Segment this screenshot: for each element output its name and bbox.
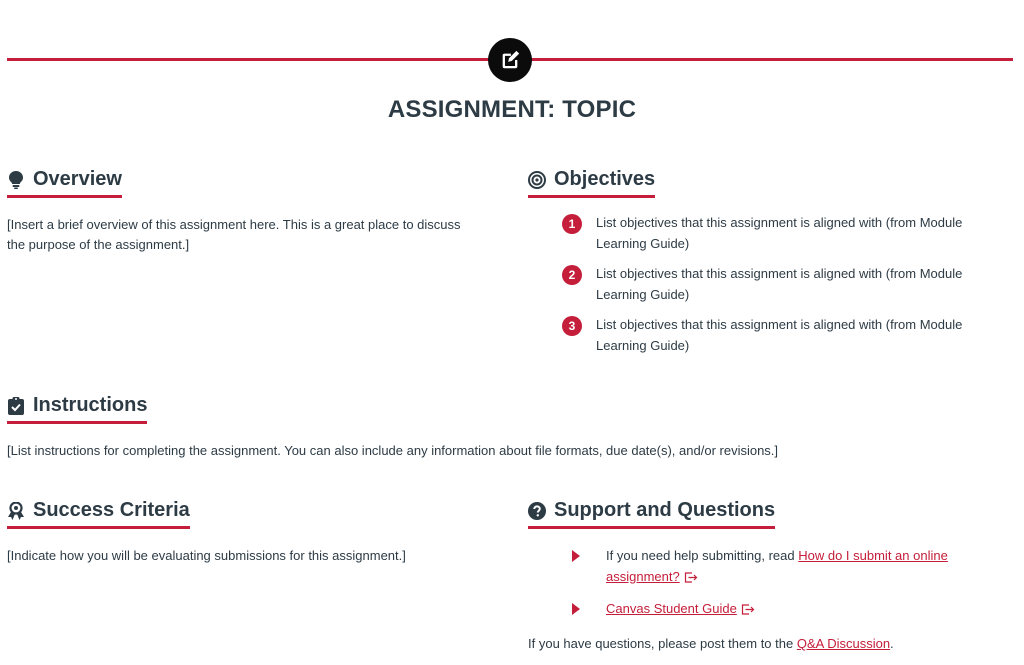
- support-item-prefix: If you need help submitting, read: [606, 548, 799, 563]
- overview-text: [7, 215, 487, 255]
- overview-line: the purpose of the assignment.]: [7, 237, 190, 252]
- support-footer-suffix: .: [890, 636, 894, 651]
- objective-line: List objectives that this assignment is aligned with (from Module: [596, 215, 963, 230]
- support-heading-label: Support and Questions: [554, 499, 776, 521]
- objectives-heading-label: Objectives: [554, 168, 656, 190]
- external-link-icon: [684, 569, 698, 590]
- link-text: assignment?: [606, 568, 680, 584]
- support-item: [570, 599, 990, 622]
- support-footer-prefix: If you have questions, please post them to the: [528, 636, 797, 651]
- number-badge: 1: [562, 214, 582, 234]
- overview-heading-label: Overview: [33, 168, 122, 190]
- objective-item: [562, 213, 1002, 254]
- support-list: [570, 546, 990, 632]
- success-criteria-heading: [7, 499, 190, 529]
- page-title: ASSIGNMENT: TOPIC: [387, 96, 637, 123]
- instructions-heading-label: Instructions: [33, 394, 148, 416]
- objective-line: Learning Guide): [596, 286, 690, 302]
- success-criteria-heading-label: Success Criteria: [33, 499, 190, 521]
- question-circle-icon: [528, 502, 546, 520]
- objective-line: Learning Guide): [596, 337, 690, 353]
- support-item: [570, 546, 990, 589]
- instructions-heading: [7, 394, 147, 424]
- link-text: How do I submit an online: [798, 548, 948, 563]
- objectives-heading: [528, 168, 655, 198]
- caret-right-icon: [572, 550, 588, 562]
- support-footer: [528, 634, 1008, 654]
- objective-line: List objectives that this assignment is aligned with (from Module: [596, 317, 963, 332]
- objective-text: [596, 264, 962, 305]
- success-criteria-text: [Indicate how you will be evaluating submissions for this assignment.]: [7, 548, 406, 563]
- objective-line: Learning Guide): [596, 235, 690, 251]
- overview-heading: [7, 168, 122, 198]
- award-icon: [7, 502, 25, 520]
- instructions-text: [List instructions for completing the assignment. You can also include any information about file formats, due date(s), and/or revisions.]: [7, 443, 779, 458]
- number-badge: 3: [562, 316, 582, 336]
- objective-line: List objectives that this assignment is aligned with (from Module: [596, 266, 963, 281]
- objective-text: [596, 315, 962, 356]
- qa-discussion-link[interactable]: Q&A Discussion: [796, 636, 891, 651]
- external-link-icon: [741, 601, 755, 622]
- objectives-list: [562, 213, 1002, 366]
- support-heading: [528, 499, 775, 529]
- clipboard-check-icon: [7, 397, 25, 415]
- target-icon: [528, 171, 546, 189]
- support-item-text: [606, 546, 948, 589]
- objective-item: [562, 264, 1002, 305]
- lightbulb-icon: [7, 171, 25, 189]
- caret-right-icon: [572, 603, 588, 615]
- support-item-text: [606, 599, 755, 622]
- edit-icon: [488, 38, 532, 82]
- objective-item: [562, 315, 1002, 356]
- overview-line: [Insert a brief overview of this assignment here. This is a great place to discuss: [7, 217, 461, 232]
- canvas-student-guide-link[interactable]: Canvas Student Guide: [606, 601, 737, 616]
- objective-text: [596, 213, 962, 254]
- number-badge: 2: [562, 265, 582, 285]
